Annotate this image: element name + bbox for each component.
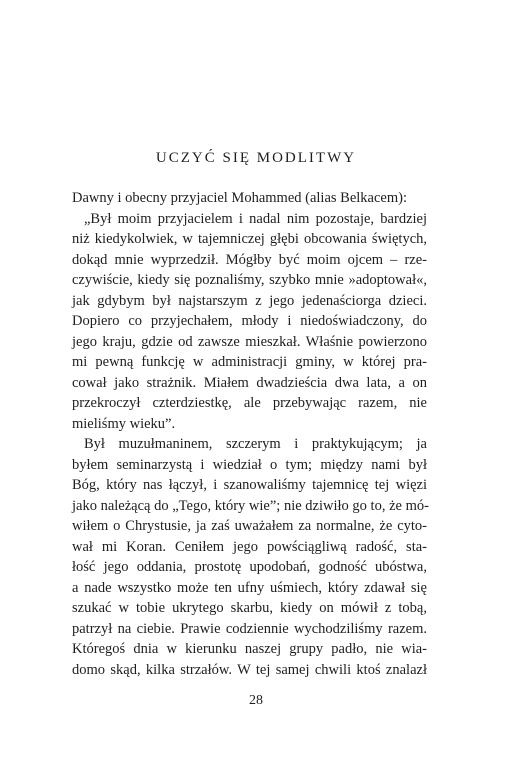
text-line: Dawny i obecny przyjaciel Mohammed (alias Belkacem): bbox=[72, 190, 407, 206]
text-line: patrzył na ciebie. Prawie codziennie wychodziliśmy razem. bbox=[72, 620, 427, 637]
text-line: jego kraju, gdzie od zawsze mieszkał. Właśnie powierzono bbox=[72, 333, 427, 350]
text-line: czywiście, kiedy się poznaliśmy, szybko mnie »adoptował«, bbox=[72, 272, 427, 288]
text-line: cował jako strażnik. Miałem dwadzieścia dwa lata, a on bbox=[72, 374, 427, 391]
text-line: szukać w tobie ukrytego skarbu, kiedy on mówił z tobą, bbox=[72, 600, 427, 616]
text-line: „Był moim przyjacielem i nadal nim pozostaje, bardziej bbox=[84, 210, 427, 227]
text-line: jak gdybym był najstarszym z jego jedenaściorga dzieci. bbox=[72, 292, 427, 309]
text-line: Bóg, który nas łączył, i szanowaliśmy tajemnicę tej więzi bbox=[72, 477, 427, 493]
text-line: domo skąd, kilka strzałów. W tej samej chwili ktoś znalazł bbox=[72, 661, 427, 678]
text-line: łość jego oddania, prostotę upodobań, godność ubóstwa, bbox=[72, 559, 427, 575]
text-line: a nade wszystko może ten ufny uśmiech, który zdawał się bbox=[72, 579, 427, 596]
text-line: niż kiedykolwiek, w tajemniczej głębi obcowania świętych, bbox=[72, 231, 427, 247]
text-line: jako należącą do „Tego, który wie”; nie dziwiło go to, że mó- bbox=[72, 497, 429, 514]
text-line: wał mi Koran. Ceniłem jego powściągliwą radość, sta- bbox=[72, 538, 427, 555]
text-line: Któregoś dnia w kierunku naszej grupy padło, nie wia- bbox=[72, 641, 427, 657]
text-line: mi pewną funkcję w administracji gminy, w której pra- bbox=[72, 354, 427, 370]
text-line: mieliśmy wieku”. bbox=[72, 415, 176, 432]
text-line: przekroczył czterdziestkę, ale przebywając razem, nie bbox=[72, 395, 427, 411]
body-text bbox=[72, 188, 427, 680]
text-line: Był muzułmaninem, szczerym i praktykującym; ja bbox=[84, 436, 427, 452]
text-line: Dopiero co przyjechałem, młody i niedoświadczony, do bbox=[72, 313, 427, 329]
text-line: byłem seminarzystą i wiedział o tym; między nami był bbox=[72, 456, 427, 473]
page-number: 28 bbox=[249, 693, 263, 708]
text-line: wiłem o Chrystusie, ja zaś uważałem za normalne, że cyto- bbox=[72, 518, 427, 534]
text-line: dokąd mnie wyprzedził. Mógłby być moim ojcem – rze- bbox=[72, 251, 427, 268]
chapter-title: UCZYĆ SIĘ MODLITWY bbox=[155, 150, 357, 166]
